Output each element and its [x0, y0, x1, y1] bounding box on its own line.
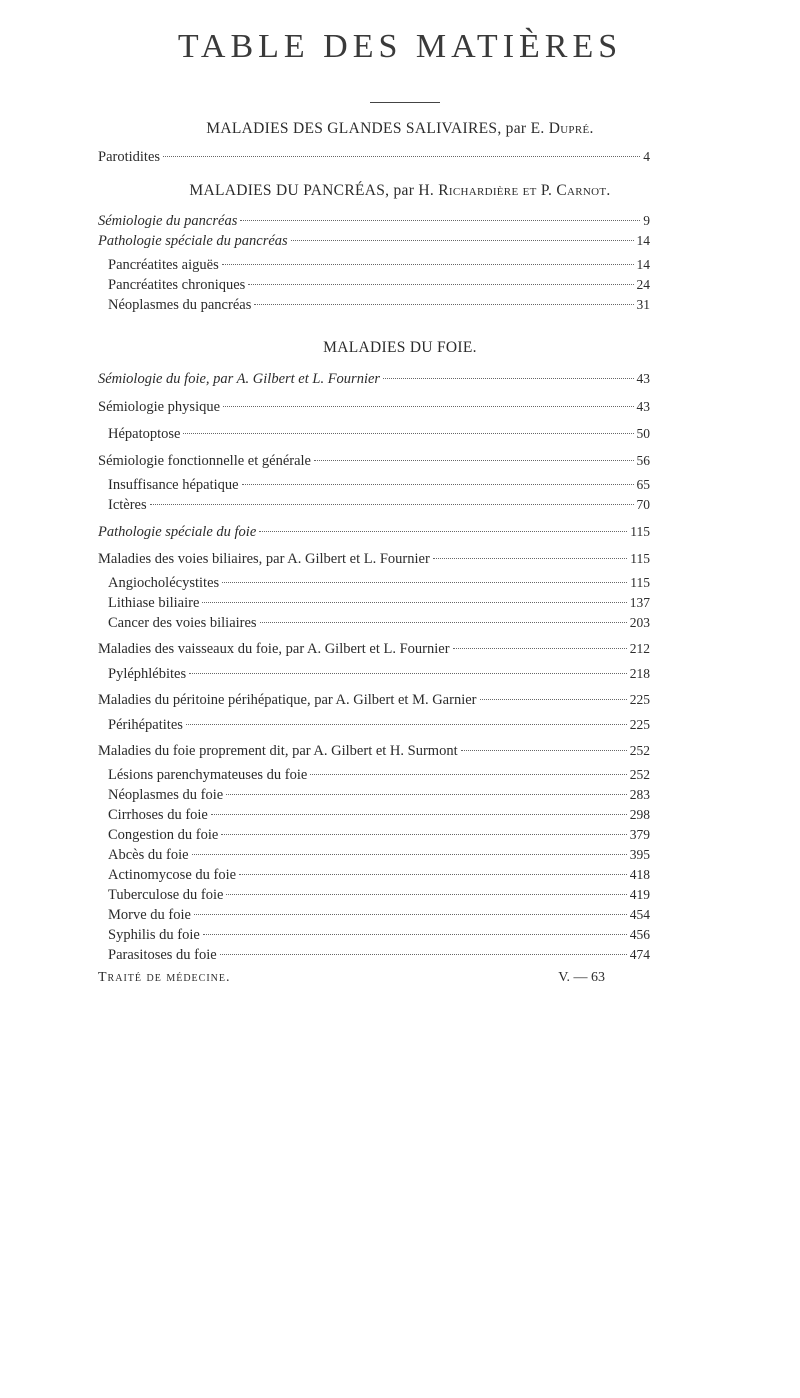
leader-dots: [192, 854, 627, 855]
section-heading-pancreas: [0, 182, 800, 200]
toc-entry-label: Néoplasmes du foie: [108, 787, 224, 803]
leader-dots: [314, 460, 634, 461]
toc-entry[interactable]: [108, 766, 650, 784]
section-heading-text: MALADIES DES GLANDES SALIVAIRES, par: [206, 120, 527, 137]
toc-entry-page: 14: [636, 257, 650, 272]
toc-entry[interactable]: [108, 614, 650, 632]
toc-entry-label: Actinomycose du foie: [108, 867, 237, 883]
toc-entry-label: Pathologie spéciale du pancréas: [98, 233, 288, 249]
toc-entry-label: Sémiologie fonctionnelle et générale: [98, 453, 311, 469]
leader-dots: [222, 582, 627, 583]
toc-entry-page: 56: [636, 453, 650, 468]
toc-entry-page: 418: [629, 867, 650, 882]
toc-entry-label: Cancer des voies biliaires: [108, 615, 257, 631]
section-heading-salivaires: [0, 120, 800, 138]
toc-entry[interactable]: [108, 946, 650, 964]
toc-entry[interactable]: [108, 846, 650, 864]
toc-entry[interactable]: [108, 594, 650, 612]
toc-entry[interactable]: [98, 398, 650, 416]
toc-entry-page: 115: [630, 575, 650, 590]
toc-entry[interactable]: [108, 665, 650, 683]
footer-running-title: Traité de médecine.: [98, 970, 231, 985]
leader-dots: [194, 914, 627, 915]
toc-entry-page: 65: [636, 477, 650, 492]
toc-entry-label: Maladies des voies biliaires, par A. Gilbert et L. Fournier: [98, 551, 430, 567]
footer-signature: V. — 63: [558, 970, 605, 985]
toc-entry-page: 50: [636, 426, 650, 441]
toc-entry-page: 24: [636, 277, 650, 292]
toc-entry-label: Parasitoses du foie: [108, 947, 217, 963]
toc-entry[interactable]: [108, 476, 650, 494]
toc-entry-page: 454: [629, 907, 650, 922]
leader-dots: [211, 814, 627, 815]
toc-entry[interactable]: [98, 523, 650, 541]
toc-entry-label: Angiocholécystites: [108, 575, 220, 591]
leader-dots: [248, 284, 633, 285]
toc-entry-label: Néoplasmes du pancréas: [108, 297, 252, 313]
toc-entry[interactable]: [108, 716, 650, 734]
toc-entry[interactable]: [108, 786, 650, 804]
toc-entry-page: 379: [629, 827, 650, 842]
leader-dots: [163, 156, 640, 157]
toc-entry[interactable]: [98, 212, 650, 230]
toc-entry[interactable]: [108, 806, 650, 824]
leader-dots: [186, 724, 627, 725]
toc-entry-label: Tuberculose du foie: [108, 887, 224, 903]
toc-entry[interactable]: [98, 452, 650, 470]
page-title: TABLE DES MATIÈRES: [177, 28, 623, 65]
toc-entry[interactable]: [108, 296, 650, 314]
section-heading-text: MALADIES DU PANCRÉAS, par: [189, 182, 415, 199]
toc-entry-page: 252: [629, 767, 650, 782]
title-rule: [370, 102, 440, 103]
toc-entry[interactable]: [108, 826, 650, 844]
toc-entry[interactable]: [98, 232, 650, 250]
leader-dots: [310, 774, 626, 775]
toc-entry-page: 43: [636, 371, 650, 386]
toc-entry-label: Hépatoptose: [108, 426, 181, 442]
toc-entry-page: 115: [630, 524, 650, 539]
leader-dots: [226, 794, 627, 795]
toc-entry-page: 395: [629, 847, 650, 862]
leader-dots: [291, 240, 634, 241]
toc-entry-page: 225: [629, 692, 650, 707]
toc-entry-label: Cirrhoses du foie: [108, 807, 208, 823]
toc-entry[interactable]: [98, 691, 650, 709]
leader-dots: [480, 699, 627, 700]
toc-entry-label: Morve du foie: [108, 907, 191, 923]
toc-entry-label: Maladies des vaisseaux du foie, par A. Gilbert et L. Fournier: [98, 641, 450, 657]
toc-entry[interactable]: [108, 276, 650, 294]
toc-entry[interactable]: [108, 926, 650, 944]
toc-entry[interactable]: [108, 425, 650, 443]
toc-entry-label: Syphilis du foie: [108, 927, 200, 943]
toc-entry-page: 456: [629, 927, 650, 942]
toc-entry-page: 203: [629, 615, 650, 630]
leader-dots: [242, 484, 634, 485]
toc-entry[interactable]: [98, 742, 650, 760]
toc-entry-label: Périhépatites: [108, 717, 183, 733]
leader-dots: [254, 304, 633, 305]
leader-dots: [259, 531, 627, 532]
toc-entry[interactable]: [108, 574, 650, 592]
toc-entry-label: Congestion du foie: [108, 827, 219, 843]
toc-entry-page: 419: [629, 887, 650, 902]
section-heading-text: MALADIES DU FOIE.: [323, 339, 477, 356]
toc-entry-label: Sémiologie physique: [98, 399, 221, 415]
toc-entry-label: Insuffisance hépatique: [108, 477, 239, 493]
leader-dots: [240, 220, 640, 221]
toc-entry-label: Pathologie spéciale du foie: [98, 524, 257, 540]
toc-entry-page: 4: [643, 149, 650, 164]
leader-dots: [189, 673, 627, 674]
toc-entry-page: 70: [636, 497, 650, 512]
leader-dots: [433, 558, 627, 559]
leader-dots: [220, 954, 627, 955]
toc-entry-page: 137: [629, 595, 650, 610]
toc-entry-page: 9: [643, 213, 650, 228]
toc-entry-label: Lithiase biliaire: [108, 595, 200, 611]
toc-entry-page: 298: [629, 807, 650, 822]
toc-entry-label: Maladies du péritoine périhépatique, par A. Gilbert et M. Garnier: [98, 692, 477, 708]
toc-entry-page: 31: [636, 297, 650, 312]
toc-entry[interactable]: [108, 906, 650, 924]
leader-dots: [222, 264, 634, 265]
toc-entry[interactable]: [98, 550, 650, 568]
toc-entry-label: Pyléphlébites: [108, 666, 187, 682]
leader-dots: [202, 602, 626, 603]
toc-entry[interactable]: [108, 256, 650, 274]
toc-entry-label: Sémiologie du pancréas: [98, 213, 238, 229]
section-author: H. Richardière et P. Carnot.: [418, 182, 611, 199]
leader-dots: [461, 750, 627, 751]
leader-dots: [383, 378, 633, 379]
toc-entry-label: Ictères: [108, 497, 147, 513]
toc-entry-label: Parotidites: [98, 149, 161, 165]
leader-dots: [203, 934, 627, 935]
leader-dots: [453, 648, 627, 649]
toc-entry-page: 283: [629, 787, 650, 802]
section-heading-foie: [0, 339, 800, 357]
leader-dots: [183, 433, 633, 434]
toc-entry-page: 225: [629, 717, 650, 732]
toc-entry[interactable]: [108, 866, 650, 884]
toc-entry-page: 115: [630, 551, 650, 566]
section-author: E. Dupré.: [530, 120, 594, 137]
toc-entry[interactable]: [108, 886, 650, 904]
toc-entry-page: 14: [636, 233, 650, 248]
leader-dots: [226, 894, 626, 895]
toc-entry[interactable]: [98, 640, 650, 658]
toc-entry[interactable]: [98, 148, 650, 166]
toc-entry[interactable]: [98, 370, 650, 388]
toc-entry-page: 43: [636, 399, 650, 414]
toc-entry-label: Pancréatites aiguës: [108, 257, 219, 273]
page-footer: [98, 970, 650, 986]
leader-dots: [221, 834, 626, 835]
leader-dots: [260, 622, 627, 623]
toc-entry-label: Maladies du foie proprement dit, par A. Gilbert et H. Surmont: [98, 743, 458, 759]
toc-entry-label: Pancréatites chroniques: [108, 277, 246, 293]
leader-dots: [223, 406, 633, 407]
toc-entry-page: 218: [629, 666, 650, 681]
toc-entry-label: Sémiologie du foie, par A. Gilbert et L. Fournier: [98, 371, 381, 387]
toc-entry-label: Lésions parenchymateuses du foie: [108, 767, 308, 783]
toc-entry-page: 212: [629, 641, 650, 656]
toc-entry[interactable]: [108, 496, 650, 514]
toc-entry-page: 474: [629, 947, 650, 962]
leader-dots: [150, 504, 634, 505]
toc-entry-label: Abcès du foie: [108, 847, 189, 863]
leader-dots: [239, 874, 627, 875]
toc-entry-page: 252: [629, 743, 650, 758]
